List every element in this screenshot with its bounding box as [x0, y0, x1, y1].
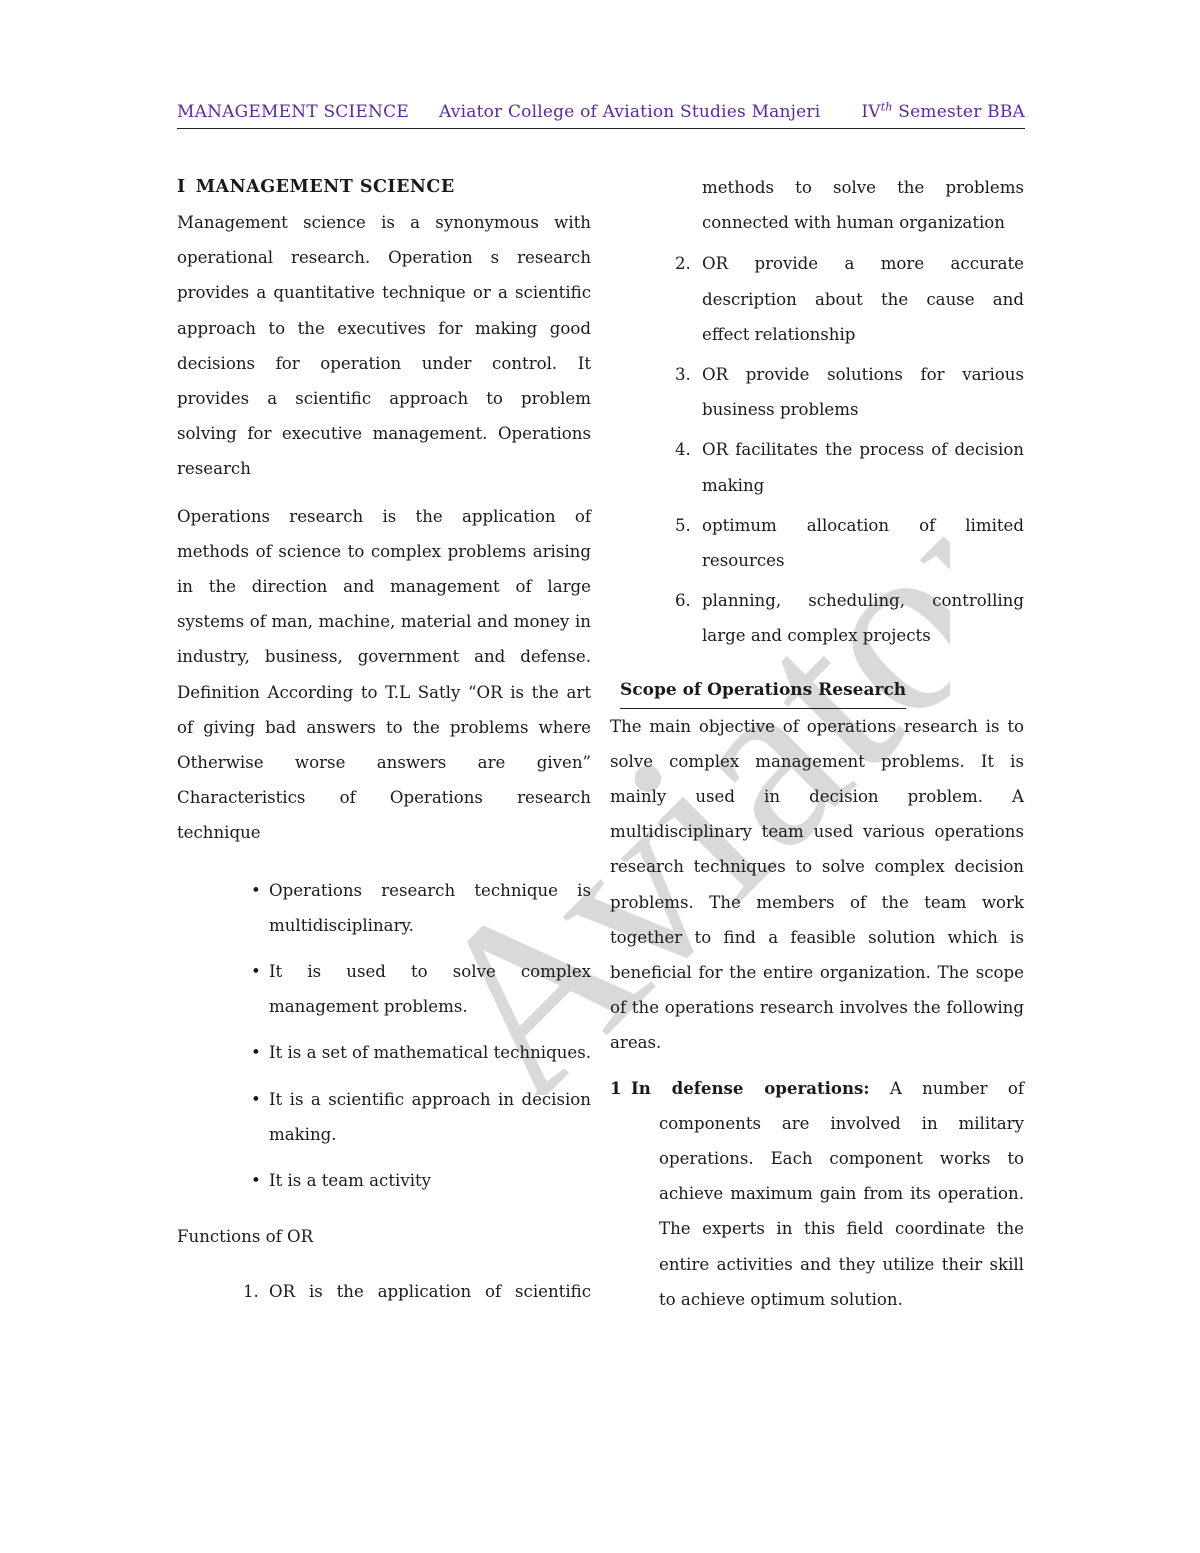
right-column: [610, 170, 1024, 1317]
list-item: • It is a scientific approach in decision making.: [177, 1082, 591, 1152]
left-column: [177, 170, 591, 1315]
list-item: 6. planning, scheduling, controlling large and complex projects: [675, 591, 1024, 646]
functions-heading: Functions of OR: [177, 1227, 314, 1247]
area-title: In defense operations:: [631, 1077, 870, 1098]
list-item: 1. OR is the application of scientific: [243, 1282, 591, 1302]
bullet-icon: •: [251, 962, 261, 982]
list-item: 2. OR provide a more accurate description about the cause and effect relationship: [675, 254, 1024, 344]
semester-sup: th: [880, 100, 893, 114]
characteristics-list: [177, 873, 591, 1199]
list-item: 5. optimum allocation of limited resources: [675, 515, 1024, 571]
area-defense: [610, 1071, 1024, 1317]
semester-suffix: Semester BBA: [892, 102, 1025, 122]
list-item: • It is used to solve complex management problems.: [177, 954, 591, 1024]
or-definition-paragraph: Operations research is the application of methods of science to complex problems arising in the direction and management of large systems of man, machine, material and money in industry, business, government and defense. Definition According to T.L Satly “OR is the art of giving bad answers to the problems where Otherwise worse answers are given” Characteristics of Operations research technique: [177, 506, 591, 843]
function-1-continued: methods to solve the problems connected with human organization: [702, 178, 1024, 233]
page-header: [177, 100, 1025, 129]
section-heading: [177, 170, 591, 205]
section-title: MANAGEMENT SCIENCE: [195, 177, 455, 197]
area-body: A number of components are involved in military operations. Each component works to achieve maximum gain from its operation. The experts in this field coordinate the entire activities and they utilize their skill to achieve optimum solution.: [659, 1078, 1025, 1309]
area-number: 1: [610, 1077, 622, 1098]
bullet-icon: •: [251, 1089, 261, 1109]
header-college: Aviator College of Aviation Studies Manjeri: [439, 102, 821, 122]
bullet-icon: •: [251, 1171, 261, 1191]
list-item: 4. OR facilitates the process of decision making: [675, 440, 1024, 495]
functions-list-start: [177, 1274, 591, 1309]
bullet-icon: •: [251, 1043, 261, 1063]
header-course: MANAGEMENT SCIENCE: [177, 102, 409, 122]
functions-list: [610, 246, 1024, 653]
scope-heading: Scope of Operations Research: [620, 673, 906, 709]
intro-paragraph: Management science is a synonymous with operational research. Operation s research provides a quantitative technique or a scientific approach to the executives for making good decisions for operation under control. It provides a scientific approach to problem solving for executive management. Operations research: [177, 213, 591, 479]
scope-paragraph: The main objective of operations research is to solve complex management problems. It is mainly used in decision problem. A multidisciplinary team used various operations research techniques to solve complex decision problems. The members of the team work together to find a feasible solution which is beneficial for the entire organization. The scope of the operations research involves the following areas.: [610, 716, 1024, 1053]
semester-roman: IV: [861, 102, 881, 122]
watermark-text: Aviator: [372, 428, 950, 1095]
list-item: • Operations research technique is multidisciplinary.: [177, 873, 591, 943]
header-semester: [861, 102, 1025, 122]
section-number: I: [177, 177, 186, 197]
list-item: 3. OR provide solutions for various business problems: [675, 365, 1024, 420]
list-item: • It is a team activity: [177, 1163, 591, 1198]
bullet-icon: •: [251, 880, 261, 900]
list-item: • It is a set of mathematical techniques.: [177, 1035, 591, 1070]
